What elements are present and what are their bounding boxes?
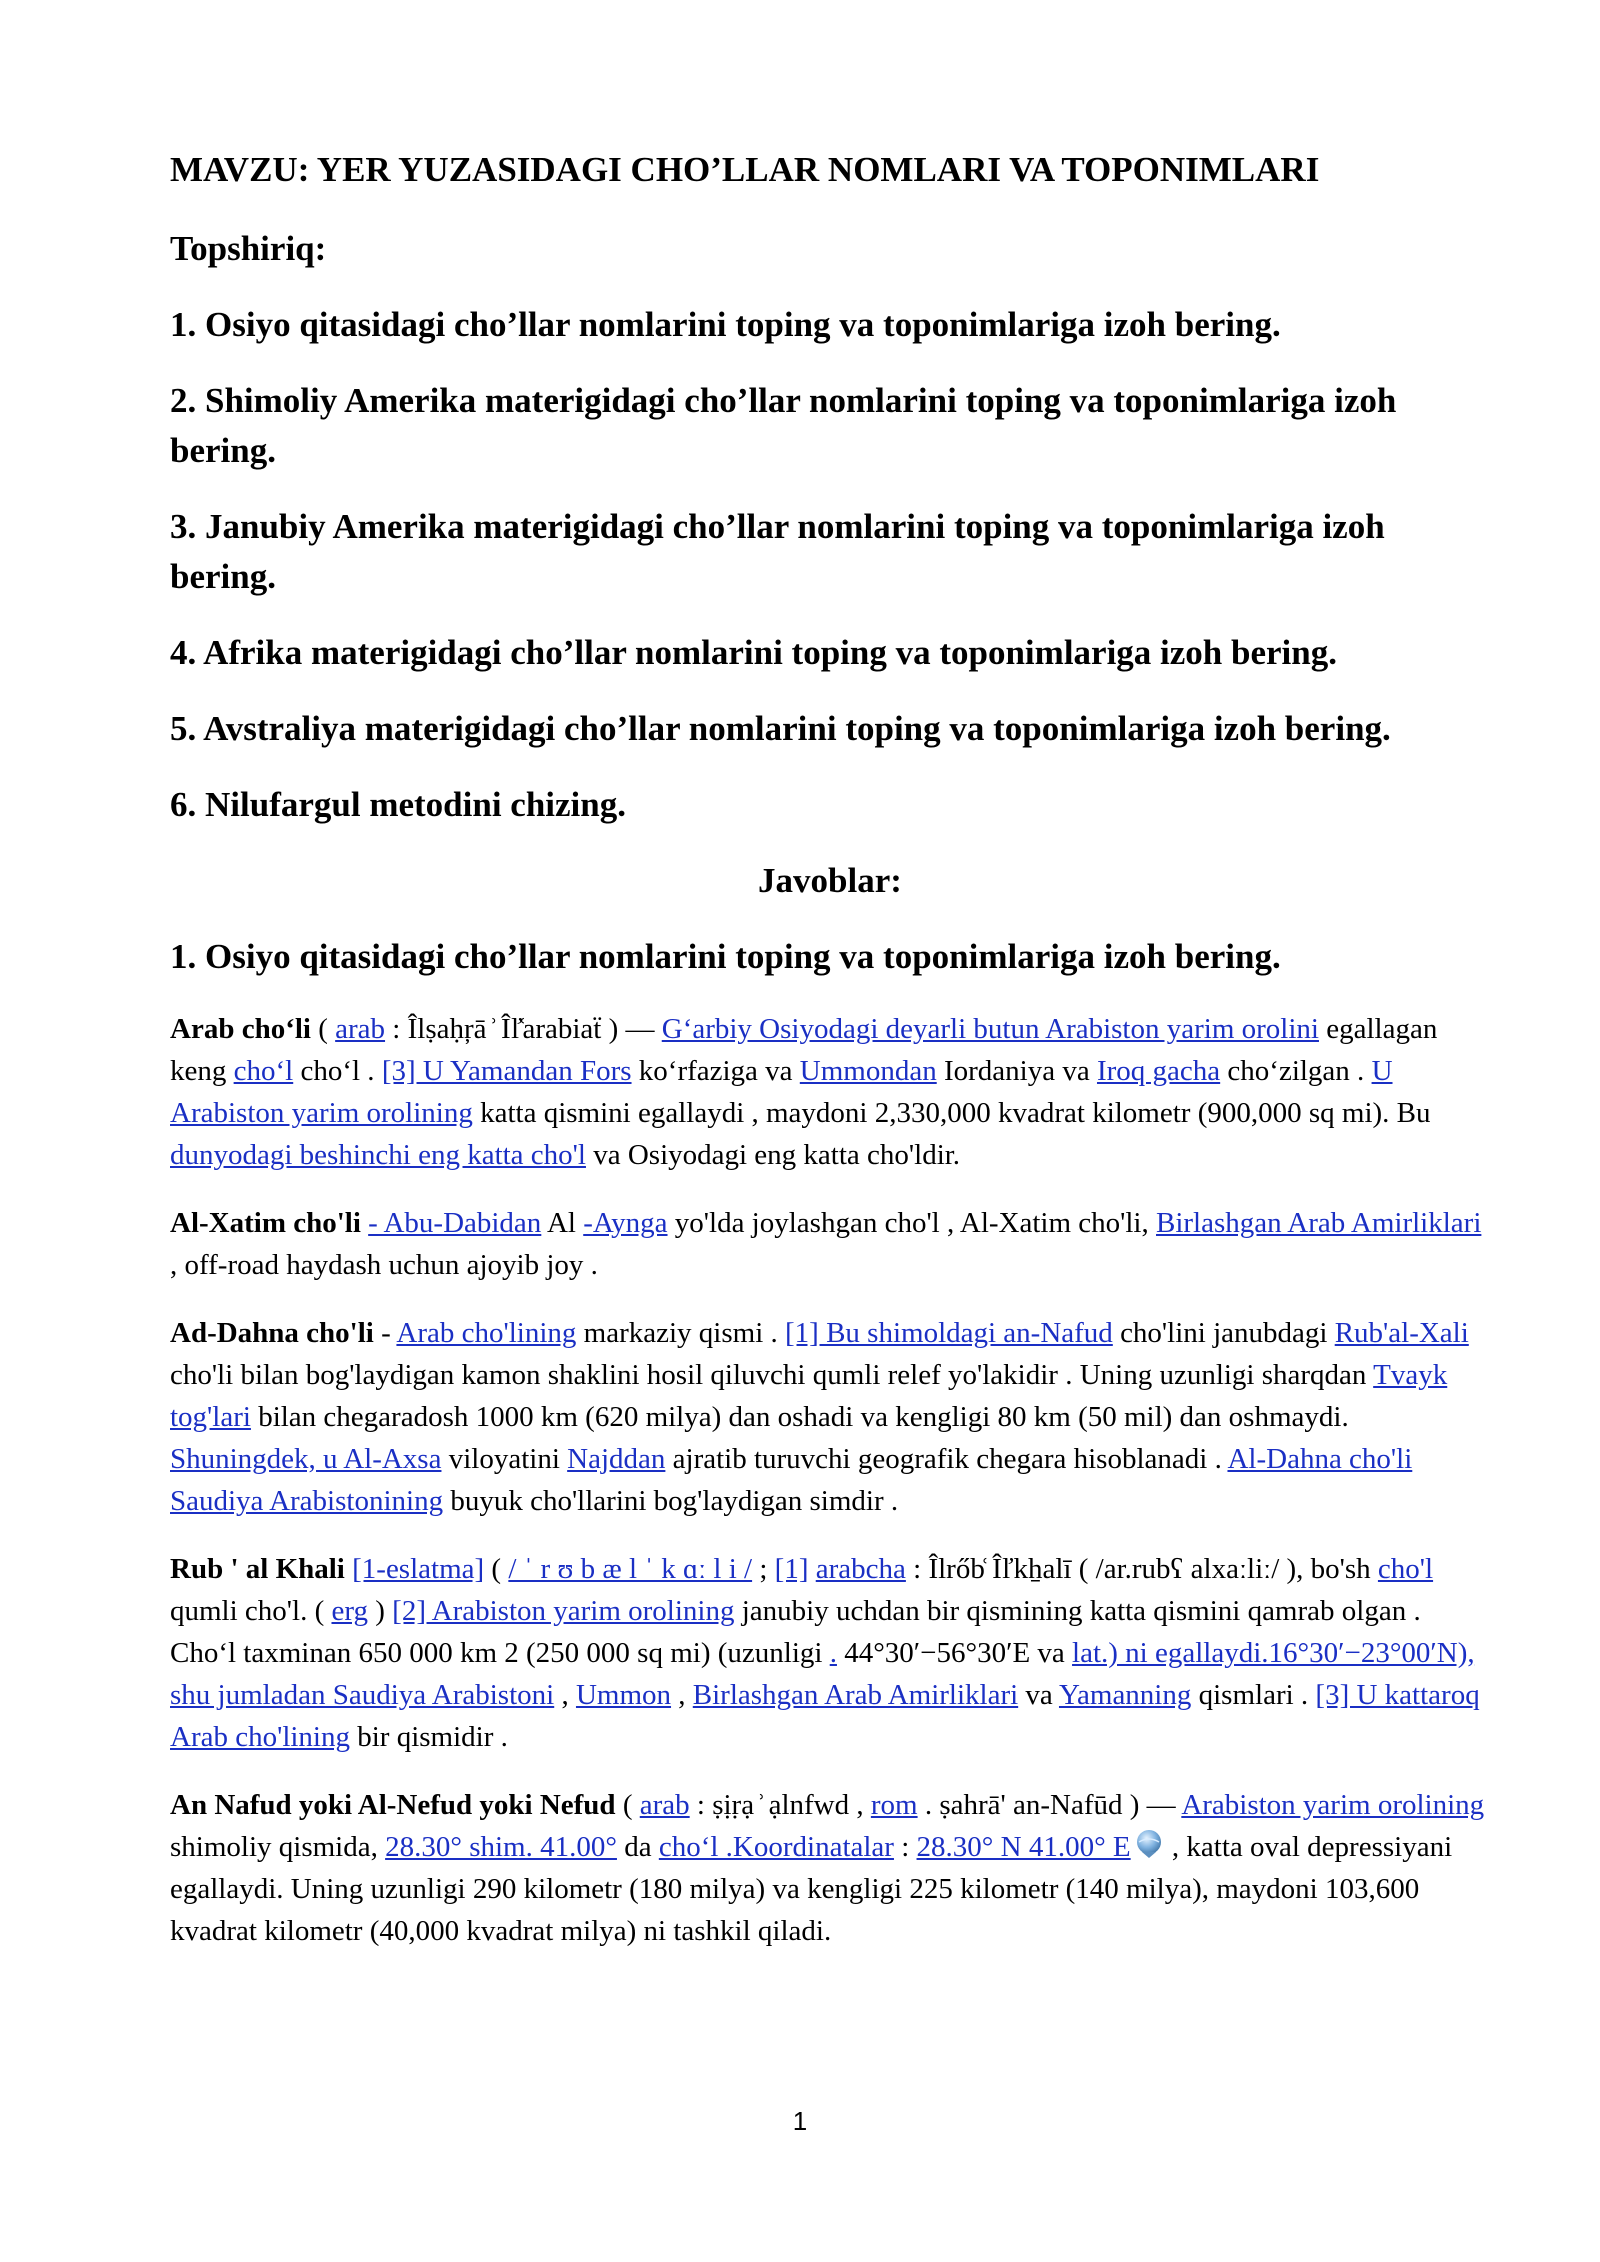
link-uae[interactable]: Birlashgan Arab Amirliklari	[1156, 1207, 1482, 1239]
link-uae[interactable]: Birlashgan Arab Amirliklari	[692, 1679, 1019, 1711]
text: (	[484, 1553, 509, 1585]
text: -	[373, 1317, 397, 1349]
text: Al	[541, 1207, 584, 1239]
link-lat-saudi[interactable]: lat.) ni egallaydi.16°30′−23°00′N), shu jumladan Saudiya Arabistoni	[170, 1637, 1475, 1711]
text: bilan chegaradosh 1000 km (620 milya) dan oshadi va kengligi 80 km (50 mil) dan oshmaydi.	[250, 1401, 1349, 1433]
text: qumli cho'l. (	[170, 1595, 332, 1627]
text	[808, 1553, 815, 1585]
link-yemen[interactable]: Yamanning	[1058, 1679, 1192, 1711]
link-note-1[interactable]: [1-eslatma]	[352, 1553, 485, 1585]
text: Iordaniya va	[936, 1055, 1097, 1087]
text: cho'li bilan bog'laydigan kamon shaklini hosil qiluvchi qumli relef yo'lakidir . Uning uzunligi sharqdan	[170, 1359, 1374, 1391]
text: ,	[554, 1679, 576, 1711]
text: : Îlṣaḥŗā ͗ Îľ͑arabiaẗ ) —	[385, 1013, 662, 1045]
task-4: 4. Afrika materigidagi cho’llar nomlarini toping va toponimlariga izoh bering.	[170, 633, 1337, 672]
link-an-nafud[interactable]: [1] Bu shimoldagi an-Nafud	[785, 1317, 1113, 1349]
link-coords-north[interactable]: 28.30° shim. 41.00°	[385, 1831, 617, 1863]
text: katta qismini egallaydi , maydoni 2,330,000 kvadrat kilometr (900,000 sq mi). Bu	[472, 1097, 1431, 1129]
link-tuwaiq[interactable]: Tvayk tog'lari	[170, 1359, 1448, 1433]
term-rub-al-khali: Rub ' al Khali	[170, 1553, 345, 1585]
paragraph-al-xatim	[170, 1202, 1490, 1286]
globe-icon[interactable]	[1133, 1828, 1165, 1860]
paragraph-rub-al-khali	[170, 1548, 1490, 1758]
document-title: MAVZU: YER YUZASIDAGI CHO’LLAR NOMLARI VA TOPONIMLARI	[170, 150, 1320, 189]
term-arab-desert: Arab cho‘li	[170, 1013, 311, 1045]
link-al-ain[interactable]: -Aynga	[583, 1207, 668, 1239]
link-arab[interactable]: arab	[639, 1789, 690, 1821]
task-6: 6. Nilufargul metodini chizing.	[170, 785, 626, 824]
text: cho'lini janubdagi	[1112, 1317, 1335, 1349]
link-rub-al-khali[interactable]: Rub'al-Xali	[1334, 1317, 1469, 1349]
link-arabian-peninsula[interactable]: U Arabiston yarim orolining	[170, 1055, 1393, 1129]
text: markaziy qismi .	[576, 1317, 786, 1349]
text: : Îlrőb͑ Îľkẖalī ( /ar.rubʕ alxaːliː/ ), bo'sh	[905, 1553, 1378, 1585]
link-yemen-persian[interactable]: [3] U Yamandan Fors	[381, 1055, 632, 1087]
link-ref-1[interactable]: [1]	[774, 1553, 809, 1585]
link-erg[interactable]: erg	[331, 1595, 368, 1627]
link-larger-arab-desert[interactable]: [3] U kattaroq Arab cho'lining	[170, 1679, 1480, 1753]
text: yo'lda joylashgan cho'l , Al-Xatim cho'li,	[667, 1207, 1156, 1239]
text: . ṣahrā' an-Nafūd ) —	[917, 1789, 1182, 1821]
topshiriq-heading: Topshiriq:	[170, 229, 327, 268]
text: (	[310, 1013, 336, 1045]
text: qismlari .	[1191, 1679, 1316, 1711]
link-arabic[interactable]: arabcha	[815, 1553, 906, 1585]
text: ajratib turuvchi geografik chegara hisoblanadi .	[665, 1443, 1228, 1475]
text: : ṣịṛạ ͗ ạlnfwd ,	[689, 1789, 871, 1821]
answer-1-heading: 1. Osiyo qitasidagi cho’llar nomlarini toping va toponimlariga izoh bering.	[170, 937, 1281, 976]
task-3: 3. Janubiy Amerika materigidagi cho’llar nomlarini toping va toponimlariga izoh bering.	[170, 507, 1385, 596]
link-coord[interactable]: .	[829, 1637, 837, 1669]
text: egallagan keng	[170, 1013, 1438, 1087]
link-desert[interactable]: cho'l	[1377, 1553, 1434, 1585]
text: cho‘l .	[293, 1055, 382, 1087]
paragraph-arab-desert	[170, 1008, 1490, 1176]
link-coordinates[interactable]: cho‘l .Koordinatalar	[658, 1831, 894, 1863]
text: ko‘rfaziga va	[631, 1055, 800, 1087]
text: 44°30′−56°30′E va	[836, 1637, 1073, 1669]
text: va Osiyodagi eng katta cho'ldir.	[585, 1139, 961, 1171]
text: ;	[752, 1553, 775, 1585]
text: shimoliy qismida,	[170, 1831, 386, 1863]
link-rom[interactable]: rom	[870, 1789, 918, 1821]
link-najd[interactable]: Najddan	[567, 1443, 666, 1475]
text: ,	[671, 1679, 693, 1711]
text: buyuk cho'llarini bog'laydigan simdir .	[443, 1485, 899, 1517]
link-arab-desert[interactable]: Arab cho'lining	[396, 1317, 577, 1349]
link-desert[interactable]: cho‘l	[233, 1055, 294, 1087]
link-abu-dhabi[interactable]: - Abu-Dabidan	[368, 1207, 542, 1239]
text: janubiy uchdan bir qismining katta qismini qamrab olgan . Cho‘l taxminan 650 000 km 2 (250 000 sq mi) (uzunligi	[170, 1595, 1421, 1669]
link-arabian-peninsula[interactable]: [2] Arabiston yarim orolining	[392, 1595, 735, 1627]
task-1: 1. Osiyo qitasidagi cho’llar nomlarini toping va toponimlariga izoh bering.	[170, 305, 1281, 344]
link-fifth-largest-desert[interactable]: dunyodagi beshinchi eng katta cho'l	[170, 1139, 586, 1171]
text: va	[1018, 1679, 1059, 1711]
javoblar-heading: Javoblar:	[758, 861, 902, 900]
link-al-ahsa[interactable]: Shuningdek, u Al-Axsa	[170, 1443, 442, 1475]
link-iraq[interactable]: Iroq gacha	[1096, 1055, 1221, 1087]
page-number: 1	[792, 2106, 808, 2136]
link-oman[interactable]: Ummon	[575, 1679, 672, 1711]
text: , katta oval depressiyani egallaydi. Uning uzunligi 290 kilometr (180 milya) va kengligi 225 kilometr (140 milya), maydoni 103,600 kvadrat kilometr (40,000 kvadrat milya) ni tashkil qiladi.	[170, 1831, 1453, 1947]
paragraph-an-nafud	[170, 1784, 1490, 1952]
term-ad-dahna: Ad-Dahna cho'li	[170, 1317, 374, 1349]
term-an-nafud: An Nafud yoki Al-Nefud yoki Nefud	[170, 1789, 616, 1821]
link-arab[interactable]: arab	[335, 1013, 386, 1045]
text: da	[616, 1831, 659, 1863]
link-al-dahna-saudi[interactable]: Al-Dahna cho'li Saudiya Arabistonining	[170, 1443, 1413, 1517]
text: , off-road haydash uchun ajoyib joy .	[170, 1249, 598, 1281]
link-arabian-peninsula[interactable]: Arabiston yarim orolining	[1181, 1789, 1485, 1821]
link-ipa[interactable]: / ˈ r ʊ b æ l ˈ k ɑː l i /	[508, 1553, 753, 1585]
text: cho‘zilgan .	[1220, 1055, 1372, 1087]
text: bir qismidir .	[350, 1721, 508, 1753]
link-oman[interactable]: Ummondan	[799, 1055, 937, 1087]
task-5: 5. Avstraliya materigidagi cho’llar nomlarini toping va toponimlariga izoh bering.	[170, 709, 1391, 748]
document-page	[170, 148, 1490, 1978]
paragraph-ad-dahna	[170, 1312, 1490, 1522]
text: viloyatini	[441, 1443, 568, 1475]
text: :	[893, 1831, 917, 1863]
text: )	[368, 1595, 393, 1627]
link-western-asia[interactable]: G‘arbiy Osiyodagi deyarli butun Arabiston yarim orolini	[661, 1013, 1319, 1045]
task-2: 2. Shimoliy Amerika materigidagi cho’llar nomlarini toping va toponimlariga izoh bering.	[170, 381, 1397, 470]
text: (	[615, 1789, 640, 1821]
term-al-xatim: Al-Xatim cho'li	[170, 1207, 361, 1239]
link-coords-ne[interactable]: 28.30° N 41.00° E	[916, 1831, 1131, 1863]
